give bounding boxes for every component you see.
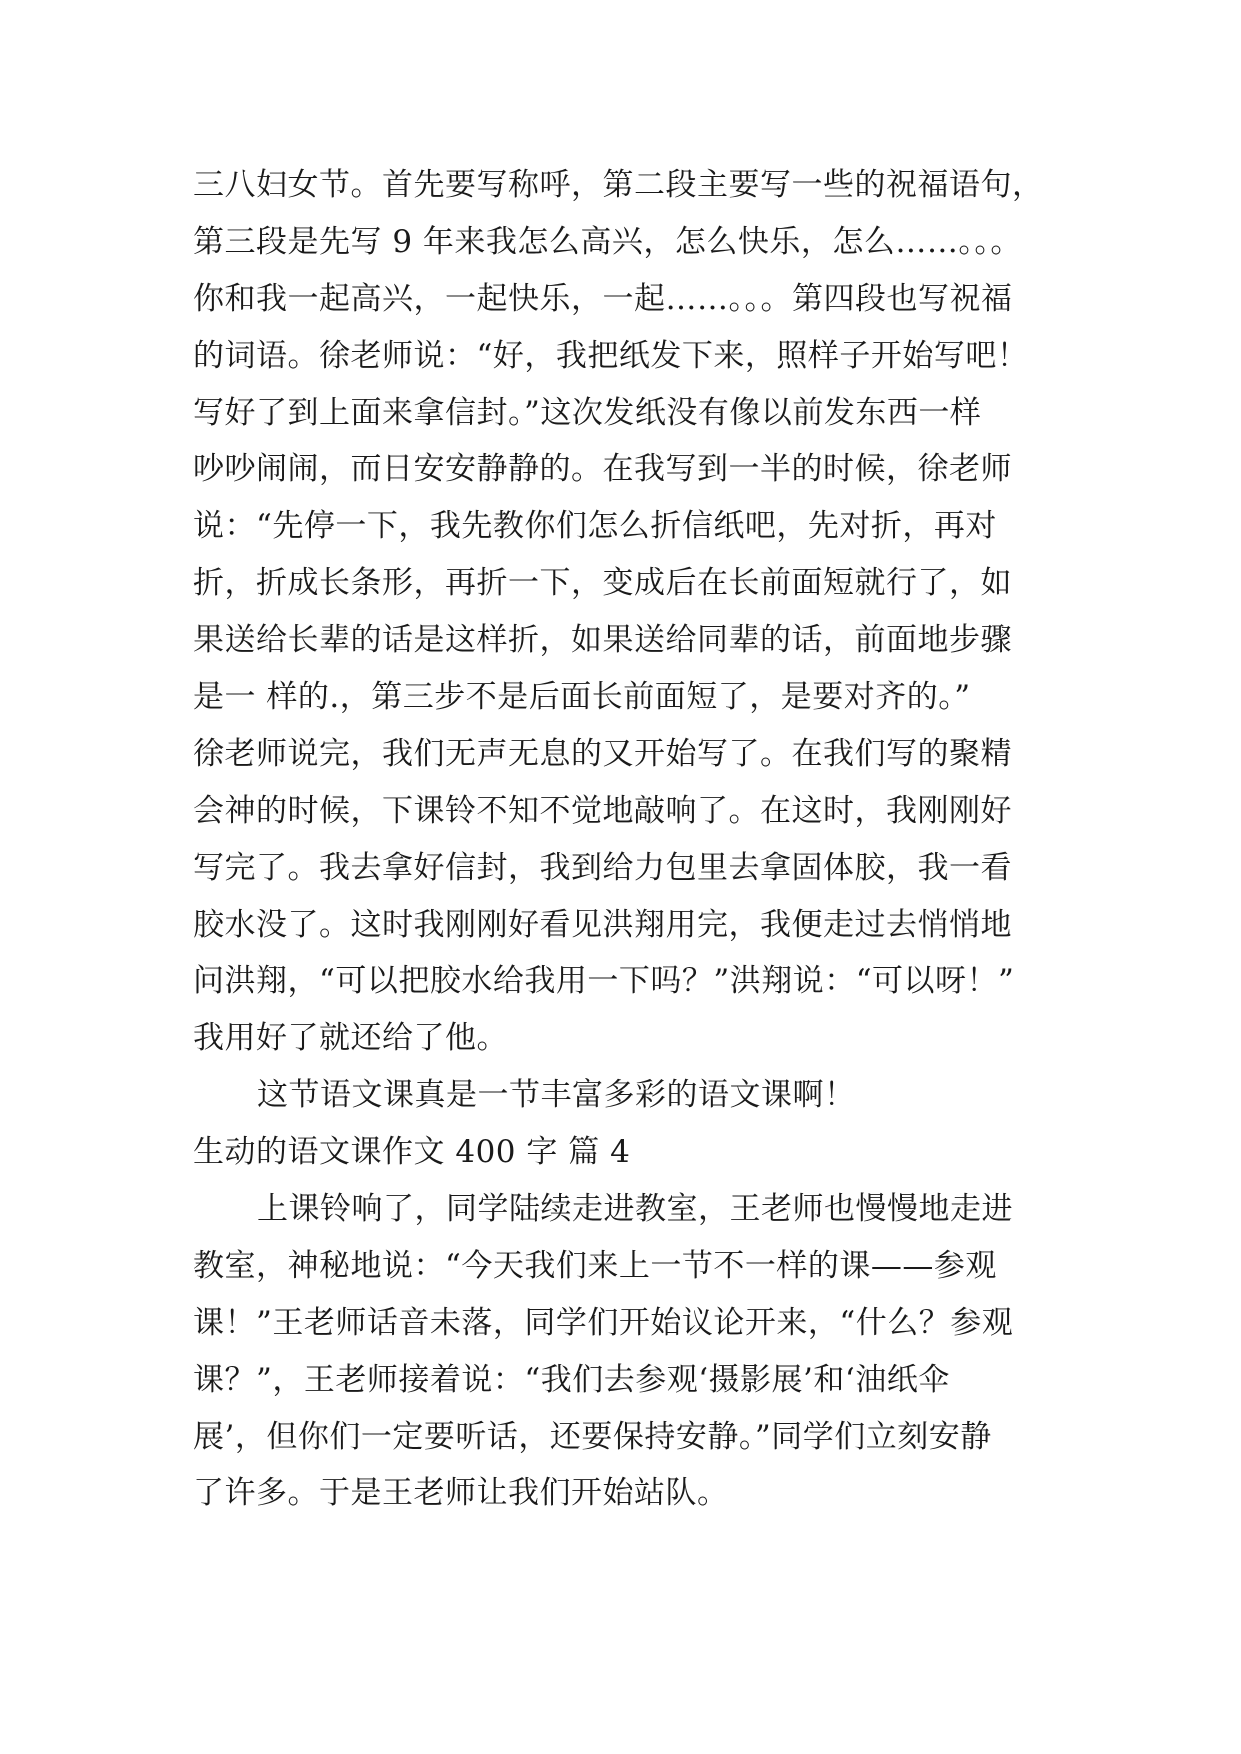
text-line: 课！”王老师话音未落，同学们开始议论开来，“什么？参观 xyxy=(193,1304,1014,1341)
text-line: 问洪翔，“可以把胶水给我用一下吗？”洪翔说：“可以呀！” xyxy=(193,963,1015,1000)
text-line: 会神的时候，下课铃不知不觉地敲响了。在这时，我刚刚好 xyxy=(193,792,1012,829)
body-text xyxy=(193,157,1073,1522)
text-line: 折，折成长条形，再折一下，变成后在长前面短就行了，如 xyxy=(193,565,1012,602)
text-line: 写完了。我去拿好信封，我到给力包里去拿固体胶，我一看 xyxy=(193,849,1012,886)
text-line: 上课铃响了，同学陆续走进教室，王老师也慢慢地走进 xyxy=(257,1191,1013,1228)
text-line: 徐老师说完，我们无声无息的又开始写了。在我们写的聚精 xyxy=(193,735,1012,772)
text-line: 说：“先停一下，我先教你们怎么折信纸吧，先对折，再对 xyxy=(193,508,997,545)
text-line: 写好了到上面来拿信封。”这次发纸没有像以前发东西一样 xyxy=(193,394,982,431)
text-line: 是一 样的.，第三步不是后面长前面短了，是要对齐的。” xyxy=(193,679,971,716)
closing-paragraph: 这节语文课真是一节丰富多彩的语文课啊！ xyxy=(257,1077,856,1114)
text-line: 我用好了就还给了他。 xyxy=(193,1020,508,1057)
text-line: 教室，神秘地说：“今天我们来上一节不一样的课——参观 xyxy=(193,1247,997,1284)
text-line: 了许多。于是王老师让我们开始站队。 xyxy=(193,1475,729,1512)
text-line: 胶水没了。这时我刚刚好看见洪翔用完，我便走过去悄悄地 xyxy=(193,906,1012,943)
text-line: 三八妇女节。首先要写称呼，第二段主要写一些的祝福语句， xyxy=(193,167,1044,203)
text-line: 课？”，王老师接着说：“我们去参观‘摄影展’和‘油纸伞 xyxy=(193,1361,950,1398)
text-line: 你和我一起高兴，一起快乐，一起……。。。第四段也写祝福 xyxy=(193,280,1013,317)
text-line: 的词语。徐老师说：“好，我把纸发下来，照样子开始写吧！ xyxy=(193,337,1029,374)
text-line: 果送给长辈的话是这样折，如果送给同辈的话，前面地步骤 xyxy=(193,622,1012,659)
text-line: 第三段是先写 9 年来我怎么高兴，怎么快乐，怎么……。。。 xyxy=(193,223,1022,260)
text-line: 吵吵闹闹，而日安安静静的。在我写到一半的时候，徐老师 xyxy=(193,451,1012,488)
text-line: 展’，但你们一定要听话，还要保持安静。”同学们立刻安静 xyxy=(193,1418,992,1455)
section-heading: 生动的语文课作文 400 字 篇 4 xyxy=(193,1134,631,1171)
